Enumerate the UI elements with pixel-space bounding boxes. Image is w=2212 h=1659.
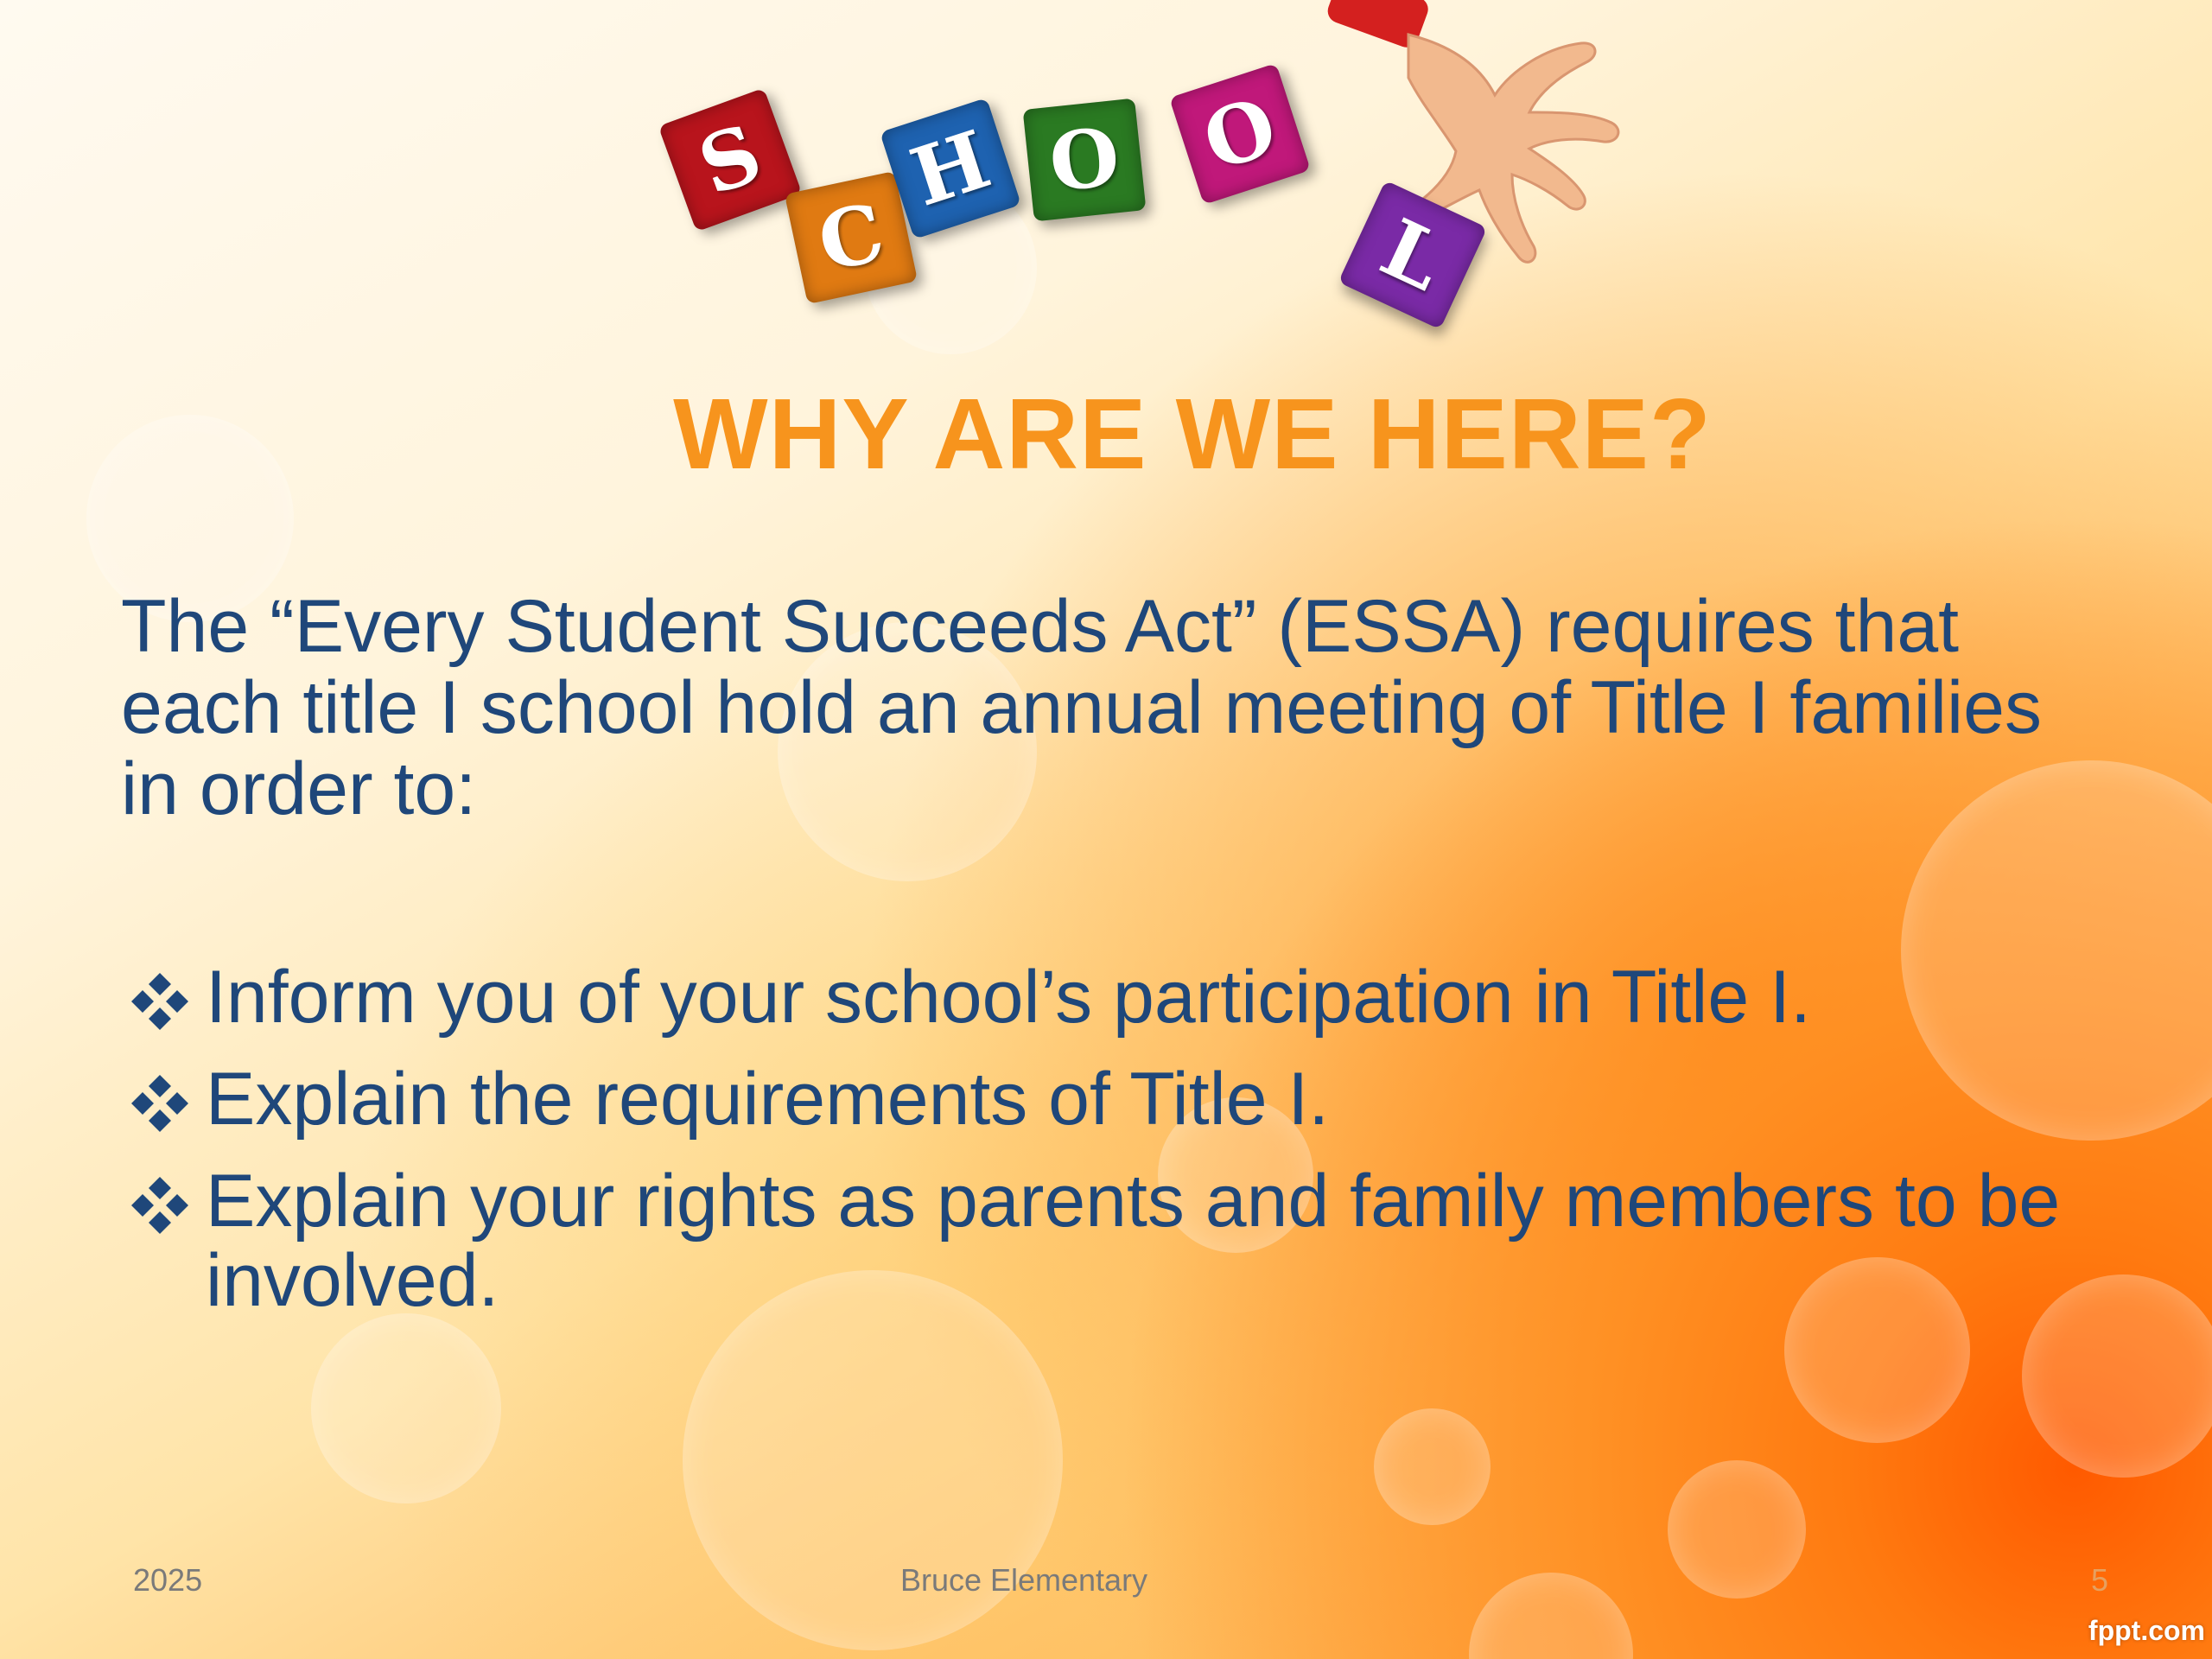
letter-block-o: O [1023, 99, 1147, 222]
bullet-text: Explain the requirements of Title I. [206, 1058, 1330, 1141]
bullet-text: Explain your rights as parents and family members to be involved. [206, 1160, 2061, 1322]
diamond-bullet-icon [130, 1175, 190, 1236]
letter-block-h: H [880, 98, 1021, 239]
letter-block-s: S [658, 88, 803, 232]
diamond-bullet-icon [130, 1073, 190, 1134]
footer-date: 2025 [133, 1562, 203, 1598]
bullet-item [121, 957, 2108, 1037]
slide-title: WHY ARE WE HERE? [673, 378, 1712, 490]
letter-block-c: C [785, 171, 918, 304]
diamond-bullet-icon [130, 971, 190, 1032]
intro-paragraph: The “Every Student Succeeds Act” (ESSA) requires that each title I school hold an annual meeting of Title I families in order to: [121, 585, 2042, 830]
bullet-text: Inform you of your school’s participation in Title I. [206, 956, 1811, 1039]
slide-number: 5 [2090, 1562, 2108, 1598]
bullet-item [121, 1161, 2108, 1320]
watermark: fppt.com [2088, 1615, 2205, 1646]
bokeh-decoration [1374, 1408, 1491, 1525]
school-blocks-image [657, 0, 1642, 363]
footer-text: Bruce Elementary [899, 1562, 1148, 1598]
letter-block-l: L [1338, 181, 1488, 330]
letter-block-o: O [1169, 63, 1311, 205]
bullet-list [121, 957, 2108, 1343]
bullet-item [121, 1059, 2108, 1139]
